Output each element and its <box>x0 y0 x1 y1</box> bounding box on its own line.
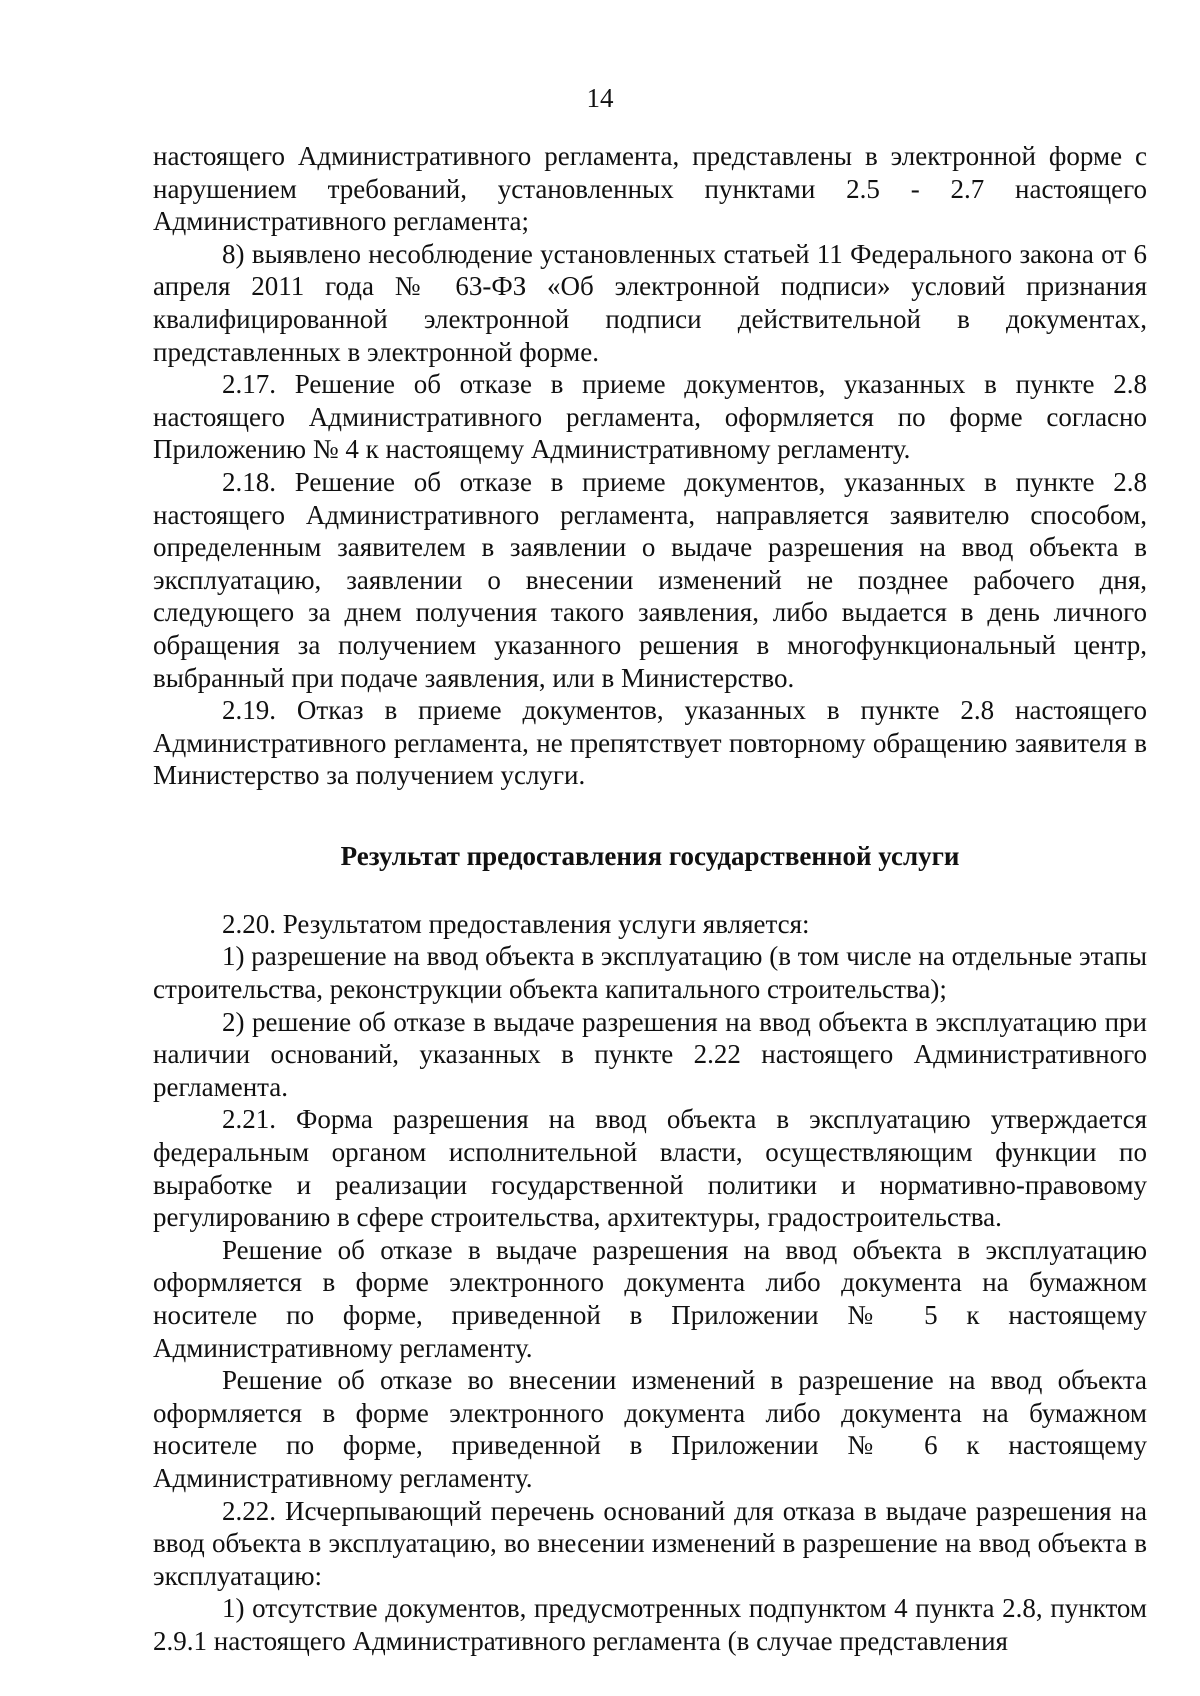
paragraph-2-20-item-2: 2) решение об отказе в выдаче разрешения на ввод объекта в эксплуатацию при наличии оснований, указанных в пункте 2.22 настоящего Административного регламента. <box>153 1006 1147 1102</box>
paragraph-2-21: 2.21. Форма разрешения на ввод объекта в эксплуатацию утверждается федеральным органом исполнительной власти, осуществляющим функции по выработке и реализации государственной политики и нормативно-правовому регулированию в сфере строительства, архитектуры, градостроительства. <box>153 1104 1147 1233</box>
paragraph-2-17: 2.17. Решение об отказе в приеме документов, указанных в пункте 2.8 настоящего Административного регламента, оформляется по форме согласно Приложению № 4 к настоящему Административному регламенту. <box>153 369 1147 465</box>
document-body <box>153 140 1147 1658</box>
paragraph-2-22-item-1: 1) отсутствие документов, предусмотренных подпунктом 4 пункта 2.8, пунктом 2.9.1 настоящего Административного регламента (в случае представления <box>153 1593 1147 1656</box>
paragraph-2-20-item-1: 1) разрешение на ввод объекта в эксплуатацию (в том числе на отдельные этапы строительства, реконструкции объекта капитального строительства); <box>153 941 1147 1005</box>
paragraph-item-8: 8) выявлено несоблюдение установленных статьей 11 Федерального закона от 6 апреля 2011 года № 63-ФЗ «Об электронной подписи» условий признания квалифицированной электронной подписи действительной в документах, представленных в электронной форме. <box>153 238 1147 367</box>
paragraph-2-22: 2.22. Исчерпывающий перечень оснований для отказа в выдаче разрешения на ввод объекта в эксплуатацию, во внесении изменений в разрешение на ввод объекта в эксплуатацию: <box>153 1495 1147 1591</box>
paragraph-2-20: 2.20. Результатом предоставления услуги является: <box>222 908 810 939</box>
paragraph-refusal-issue: Решение об отказе в выдаче разрешения на ввод объекта в эксплуатацию оформляется в форме электронного документа либо документа на бумажном носителе по форме, приведенной в Приложении № 5 к настоящему Административному регламенту. <box>153 1234 1147 1363</box>
page-number: 14 <box>586 83 614 113</box>
paragraph-2-18: 2.18. Решение об отказе в приеме документов, указанных в пункте 2.8 настоящего Административного регламента, направляется заявителю способом, определенным заявителем в заявлении о выдаче разрешения на ввод объекта в эксплуатацию, заявлении о внесении изменений не позднее рабочего дня, следующего за днем получения такого заявления, либо выдается в день личного обращения за получением указанного решения в многофункциональный центр, выбранный при подаче заявления, или в Министерство. <box>153 466 1147 693</box>
paragraph-refusal-changes: Решение об отказе во внесении изменений в разрешение на ввод объекта оформляется в форме электронного документа либо документа на бумажном носителе по форме, приведенной в Приложении № 6 к настоящему Административному регламенту. <box>153 1365 1147 1493</box>
section-heading: Результат предоставления государственной услуги <box>340 840 960 871</box>
paragraph-2-19: 2.19. Отказ в приеме документов, указанных в пункте 2.8 настоящего Административного регламента, не препятствует повторному обращению заявителя в Министерство за получением услуги. <box>153 695 1147 791</box>
paragraph-continuation: настоящего Административного регламента, представлены в электронной форме с нарушением требований, установленных пунктами 2.5 - 2.7 настоящего Административного регламента; <box>153 141 1147 237</box>
